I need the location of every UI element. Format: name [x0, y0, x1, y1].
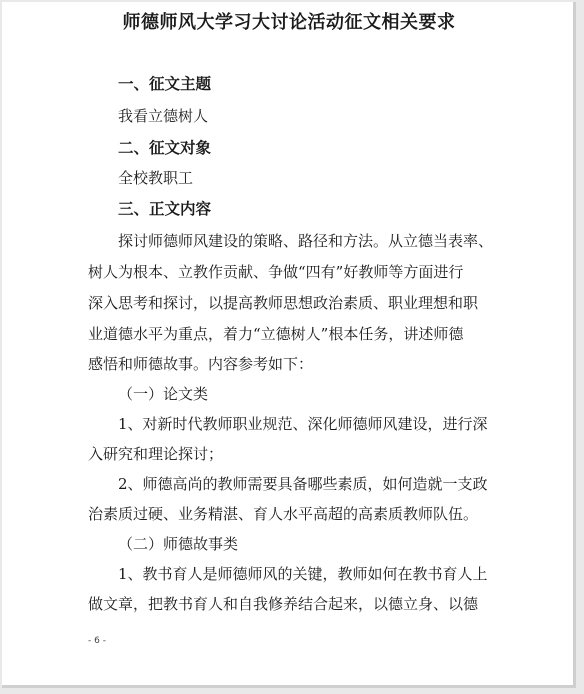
- section2-heading: 二、征文对象: [118, 139, 212, 157]
- para1-line: 业道德水平为重点，着力“立德树人”根本任务，讲述师德: [88, 325, 464, 343]
- item3-line: 1、教书育人是师德师风的关键，教师如何在教书育人上: [118, 565, 488, 583]
- document-title: 师德师风大学习大讨论活动征文相关要求: [122, 12, 456, 33]
- section3-heading: 三、正文内容: [118, 200, 212, 218]
- sub2-heading: （二）师德故事类: [118, 535, 239, 553]
- item2-line: 2、师德高尚的教师需要具备哪些素质，如何造就一支政: [118, 475, 488, 493]
- para1-line: 感悟和师德故事。内容参考如下：: [88, 355, 314, 373]
- item2-line: 治素质过硬、业务精湛、育人水平高超的高素质教师队伍。: [88, 505, 479, 523]
- section2-text: 全校教职工: [118, 169, 194, 187]
- section1-text: 我看立德树人: [118, 107, 209, 125]
- page-number: - 6 -: [88, 636, 106, 646]
- document-page: [2, 2, 576, 688]
- para1-line: 树人为根本、立教作贡献、争做“四有”好教师等方面进行: [88, 263, 464, 281]
- sub1-heading: （一）论文类: [118, 385, 209, 403]
- section1-heading: 一、征文主题: [118, 75, 212, 93]
- para1-line: 深入思考和探讨，以提高教师思想政治素质、职业理想和职: [88, 294, 479, 312]
- item1-line: 1、对新时代教师职业规范、深化师德师风建设，进行深: [118, 415, 488, 433]
- item3-line: 做文章，把教书育人和自我修养结合起来，以德立身、以德: [88, 595, 479, 613]
- para1-line: 探讨师德师风建设的策略、路径和方法。从立德当表率、: [118, 232, 494, 250]
- item1-line: 入研究和理论探讨；: [88, 445, 224, 463]
